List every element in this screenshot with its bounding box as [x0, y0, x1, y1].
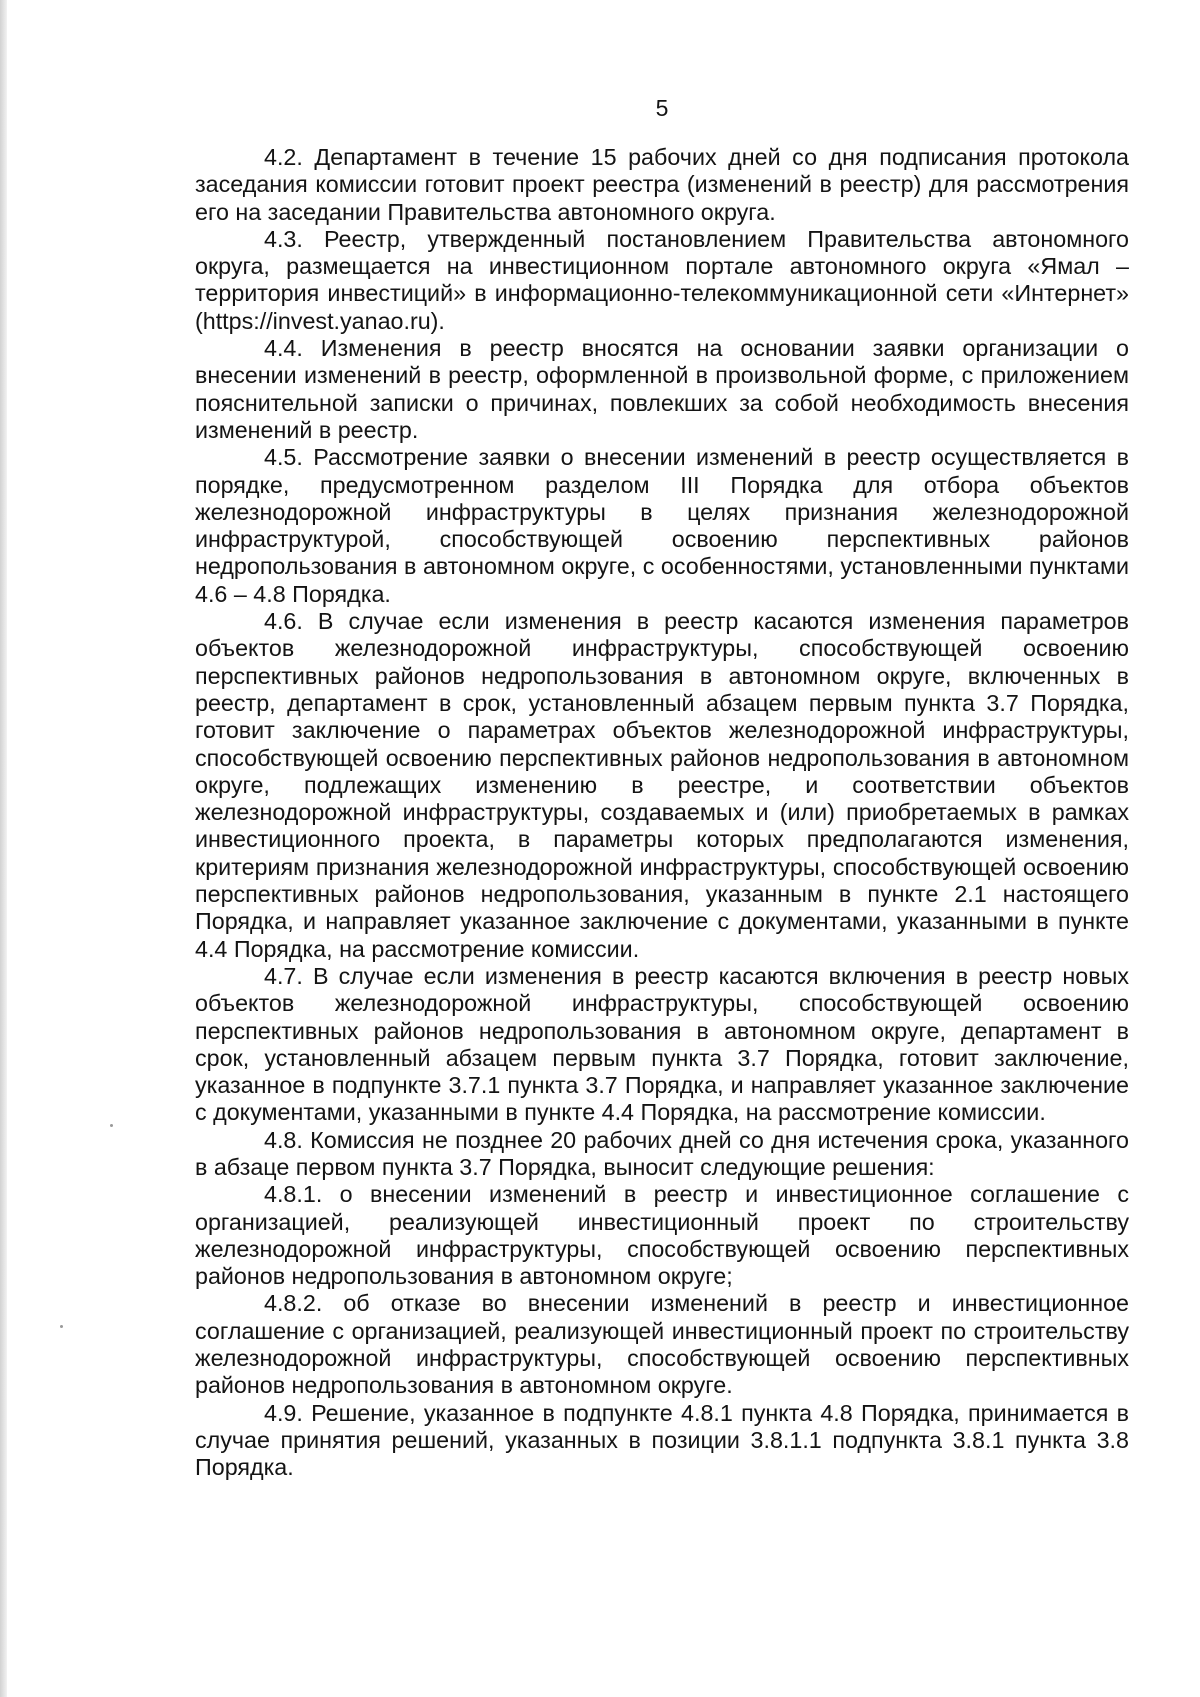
paragraph-4-8-2: 4.8.2. об отказе во внесении изменений в реестр и инвестиционное соглашение с организацией, реализующей инвестиционный проект по строительству железнодорожной инфраструктуры, способствующей освоению перспективных районов недропользования в автономном округе. — [195, 1290, 1129, 1399]
scan-speck — [110, 1124, 113, 1127]
paragraph-4-8: 4.8. Комиссия не позднее 20 рабочих дней со дня истечения срока, указанного в абзаце первом пункта 3.7 Порядка, выносит следующие решения: — [195, 1126, 1129, 1180]
paragraph-4-6: 4.6. В случае если изменения в реестр касаются изменения параметров объектов железнодорожной инфраструктуры, способствующей освоению перспективных районов недропользования в автономном округе, включенных в реестр, департамент в срок, установленный абзацем первым пункта 3.7 Порядка, готовит заключение о параметрах объектов железнодорожной инфраструктуры, способствующей освоению перспективных районов недропользования в автономном округе, подлежащих изменению в реестре, и соответствии объектов железнодорожной инфраструктуры, создаваемых и (или) приобретаемых в рамках инвестиционного проекта, в параметры которых предполагаются изменения, критериям признания железнодорожной инфраструктуры, способствующей освоению перспективных районов недропользования, указанным в пункте 2.1 настоящего Порядка, и направляет указанное заключение с документами, указанными в пункте 4.4 Порядка, на рассмотрение комиссии. — [195, 608, 1129, 962]
paragraph-4-9: 4.9. Решение, указанное в подпункте 4.8.1 пункта 4.8 Порядка, принимается в случае принятия решений, указанных в позиции 3.8.1.1 подпункта 3.8.1 пункта 3.8 Порядка. — [195, 1399, 1129, 1481]
paragraph-4-4: 4.4. Изменения в реестр вносятся на основании заявки организации о внесении изменений в реестр, оформленной в произвольной форме, с приложением пояснительной записки о причинах, повлекших за собой необходимость внесения изменений в реестр. — [195, 335, 1129, 443]
scan-speck — [60, 1325, 63, 1328]
paragraph-4-3: 4.3. Реестр, утвержденный постановлением Правительства автономного округа, размещается на инвестиционном портале автономного округа «Ямал – территория инвестиций» в информационно-телекоммуникационной сети «Интернет» (https://invest.yanao.ru). — [195, 225, 1129, 334]
paragraph-4-2: 4.2. Департамент в течение 15 рабочих дней со дня подписания протокола заседания комиссии готовит проект реестра (изменений в реестр) для рассмотрения его на заседании Правительства автономного округа. — [195, 144, 1129, 225]
page-number: 5 — [655, 95, 669, 121]
paragraph-4-5: 4.5. Рассмотрение заявки о внесении изменений в реестр осуществляется в порядке, предусмотренном разделом III Порядка для отбора объектов железнодорожной инфраструктуры в целях признания железнодорожной инфраструктурой, способствующей освоению перспективных районов недропользования в автономном округе, с особенностями, установленными пунктами 4.6 – 4.8 Порядка. — [195, 444, 1129, 607]
document-page — [195, 94, 1129, 1482]
paragraph-4-8-1: 4.8.1. о внесении изменений в реестр и инвестиционное соглашение с организацией, реализующей инвестиционный проект по строительству железнодорожной инфраструктуры, способствующей освоению перспективных районов недропользования в автономном округе; — [195, 1181, 1129, 1290]
scan-edge-shadow — [0, 0, 7, 1697]
paragraph-4-7: 4.7. В случае если изменения в реестр касаются включения в реестр новых объектов железнодорожной инфраструктуры, способствующей освоению перспективных районов недропользования в автономном округе, департамент в срок, установленный абзацем первым пункта 3.7 Порядка, готовит заключение, указанное в подпункте 3.7.1 пункта 3.7 Порядка, и направляет указанное заключение с документами, указанными в пункте 4.4 Порядка, на рассмотрение комиссии. — [195, 962, 1129, 1126]
